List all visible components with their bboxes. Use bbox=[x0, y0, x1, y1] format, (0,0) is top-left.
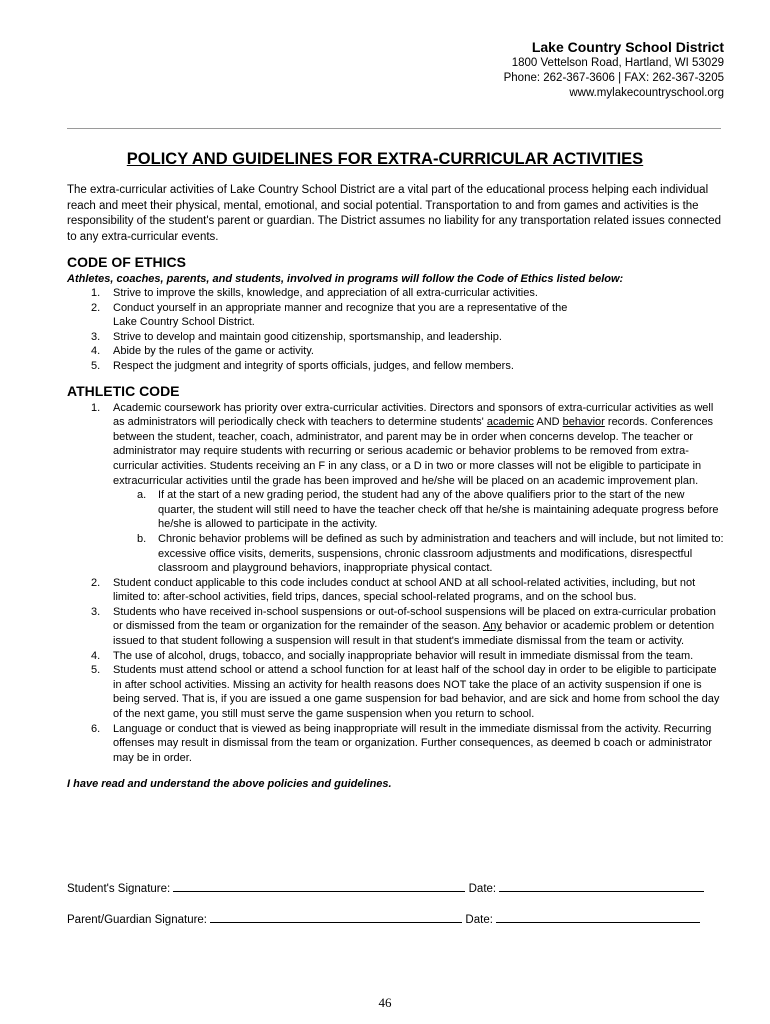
list-item bbox=[67, 401, 724, 576]
code-of-ethics-list bbox=[67, 286, 724, 374]
list-marker: a. bbox=[137, 489, 147, 502]
list-marker: 6. bbox=[91, 722, 101, 735]
list-marker: 4. bbox=[91, 345, 101, 358]
any-underlined: Any bbox=[482, 620, 502, 633]
letterhead bbox=[504, 38, 724, 101]
athletic-code-heading: ATHLETIC CODE bbox=[67, 382, 180, 399]
list-item bbox=[67, 663, 724, 721]
parent-signature-field[interactable] bbox=[210, 911, 462, 923]
student-date-field[interactable] bbox=[499, 880, 704, 892]
intro-paragraph: The extra-curricular activities of Lake Country School District are a vital part of the educational process helping each individual reach and meet their physical, mental, emotional, and social potential. Transportation to and from games and activities is the responsibility of the student's parent or guardian. The District assumes no liability for any transportation related issues connected to any extra-curricular events. bbox=[67, 184, 721, 243]
student-date-label: Date: bbox=[468, 883, 497, 895]
list-item bbox=[67, 301, 724, 330]
list-marker: 5. bbox=[91, 359, 101, 372]
list-marker: 3. bbox=[91, 605, 101, 618]
list-item-text: Language or conduct that is viewed as being inappropriate will result in the immediate dismissal from the activity. Recurring offenses may result in dismissal from the team or organization. Further consequences, as deemed b coach or administrator may be in order. bbox=[113, 722, 712, 764]
list-item-text: AND bbox=[533, 416, 563, 429]
list-marker: 2. bbox=[91, 576, 101, 589]
page-number: 46 bbox=[378, 995, 392, 1010]
behavior-underlined: behavior bbox=[562, 416, 605, 429]
list-item-text: Academic coursework has priority over extra-curricular activities. Directors and sponsors of extra-curricular activities as well as administrators will periodically check with teachers to determine students' bbox=[113, 401, 714, 429]
list-item bbox=[67, 344, 724, 359]
code-of-ethics-subhead: Athletes, coaches, parents, and students, involved in programs will follow the Code of Ethics listed below: bbox=[67, 273, 624, 285]
list-item bbox=[67, 359, 724, 374]
list-item-text: Students who have received in-school suspensions or out-of-school suspensions will be placed on extra-curricular probation or dismissed from the team or organization for the remainder of the season. bbox=[113, 605, 716, 633]
list-item-text: Students must attend school or attend a school function for at least half of the school day in order to be eligible to participate in after school activities. Missing an activity for health reasons does NOT take the place of an activity suspension if one is being served. That is, if you are issued a one game suspension for bad behavior, and are sick and home from school the day of the next game, you still must serve the game suspension when you return to school. bbox=[113, 664, 720, 721]
list-marker: 1. bbox=[91, 401, 101, 414]
list-item-text: Respect the judgment and integrity of sports officials, judges, and fellow members. bbox=[113, 359, 514, 372]
page-title: POLICY AND GUIDELINES FOR EXTRA-CURRICULAR ACTIVITIES bbox=[126, 150, 644, 168]
athletic-code-sublist bbox=[113, 488, 724, 576]
parent-signature-label: Parent/Guardian Signature: bbox=[67, 914, 208, 926]
list-item-text: Lake Country School District. bbox=[113, 316, 255, 329]
list-item-text: Chronic behavior problems will be defined as such by administration and teachers and will include, but not limited to: excessive office visits, demerits, suspensions, chronic classroom adjustments and modifications, disrespectful classroom and playground behaviors, inappropriate physical contact. bbox=[158, 532, 724, 575]
parent-date-field[interactable] bbox=[496, 911, 700, 923]
list-marker: b. bbox=[137, 532, 147, 545]
list-item-text: behavior or academic problem or detention issued to that student following a suspension will result in that student's immediate dismissal from the team or activity. bbox=[113, 620, 715, 648]
district-address: 1800 Vettelson Road, Hartland, WI 53029 bbox=[511, 57, 724, 69]
code-of-ethics-heading: CODE OF ETHICS bbox=[67, 254, 187, 270]
list-item-text: records. Conferences between the student, teacher, coach, administrator, and parent may be in order when concerns develop. The teacher or administrator may require students with recurring or serious academic or behavior problems to be removed from extra-curricular activities. Students receiving an F in any class, or a D in two or more classes will not be eligible to participate in extracurricular activities until the grade has been improved and he/she will be placed on an academic improvement plan. bbox=[113, 416, 714, 487]
list-item-text: Strive to develop and maintain good citizenship, sportsmanship, and leadership. bbox=[113, 330, 502, 343]
parent-date-label: Date: bbox=[465, 914, 493, 926]
list-item bbox=[67, 576, 724, 605]
list-item-text: The use of alcohol, drugs, tobacco, and socially inappropriate behavior will result in immediate dismissal from the team. bbox=[113, 649, 694, 662]
acknowledgement-statement: I have read and understand the above policies and guidelines. bbox=[67, 778, 392, 791]
header-divider bbox=[67, 128, 721, 129]
list-marker: 3. bbox=[91, 330, 101, 343]
sub-list-item bbox=[113, 488, 724, 532]
student-signature-field[interactable] bbox=[173, 880, 465, 892]
list-item bbox=[67, 722, 724, 766]
sub-list-item bbox=[113, 532, 724, 576]
athletic-code-list bbox=[67, 401, 724, 766]
list-item bbox=[67, 649, 724, 664]
document-body bbox=[67, 183, 724, 791]
district-phone-fax: Phone: 262-367-3606 | FAX: 262-367-3205 bbox=[503, 72, 724, 84]
list-marker: 5. bbox=[91, 664, 101, 677]
list-item-text: Student conduct applicable to this code includes conduct at school AND at all school-related activities, including, but not limited to: after-school activities, field trips, dances, special school-related programs, and on the school bus. bbox=[113, 576, 696, 604]
list-item bbox=[67, 330, 724, 345]
parent-signature-row bbox=[67, 911, 700, 927]
student-signature-row bbox=[67, 880, 704, 896]
list-item-text: If at the start of a new grading period, the student had any of the above qualifiers prior to the start of the new quarter, the student will still need to have the teacher check off that he/she is maintaining adequate progress before he/she is allowed to participate in the activity. bbox=[158, 489, 719, 531]
district-name: Lake Country School District bbox=[531, 39, 724, 55]
list-marker: 4. bbox=[91, 649, 101, 662]
list-item bbox=[67, 605, 724, 649]
list-marker: 2. bbox=[91, 301, 101, 314]
academic-underlined: academic bbox=[486, 416, 534, 429]
list-item-text: Strive to improve the skills, knowledge, and appreciation of all extra-curricular activities. bbox=[113, 287, 538, 299]
list-marker: 1. bbox=[91, 287, 101, 299]
list-item-text: Abide by the rules of the game or activity. bbox=[113, 345, 314, 358]
list-item bbox=[67, 286, 724, 301]
student-signature-label: Student's Signature: bbox=[67, 883, 171, 895]
district-website: www.mylakecountryschool.org bbox=[569, 87, 724, 99]
list-item-text: Conduct yourself in an appropriate manner and recognize that you are a representative of the bbox=[113, 301, 568, 314]
